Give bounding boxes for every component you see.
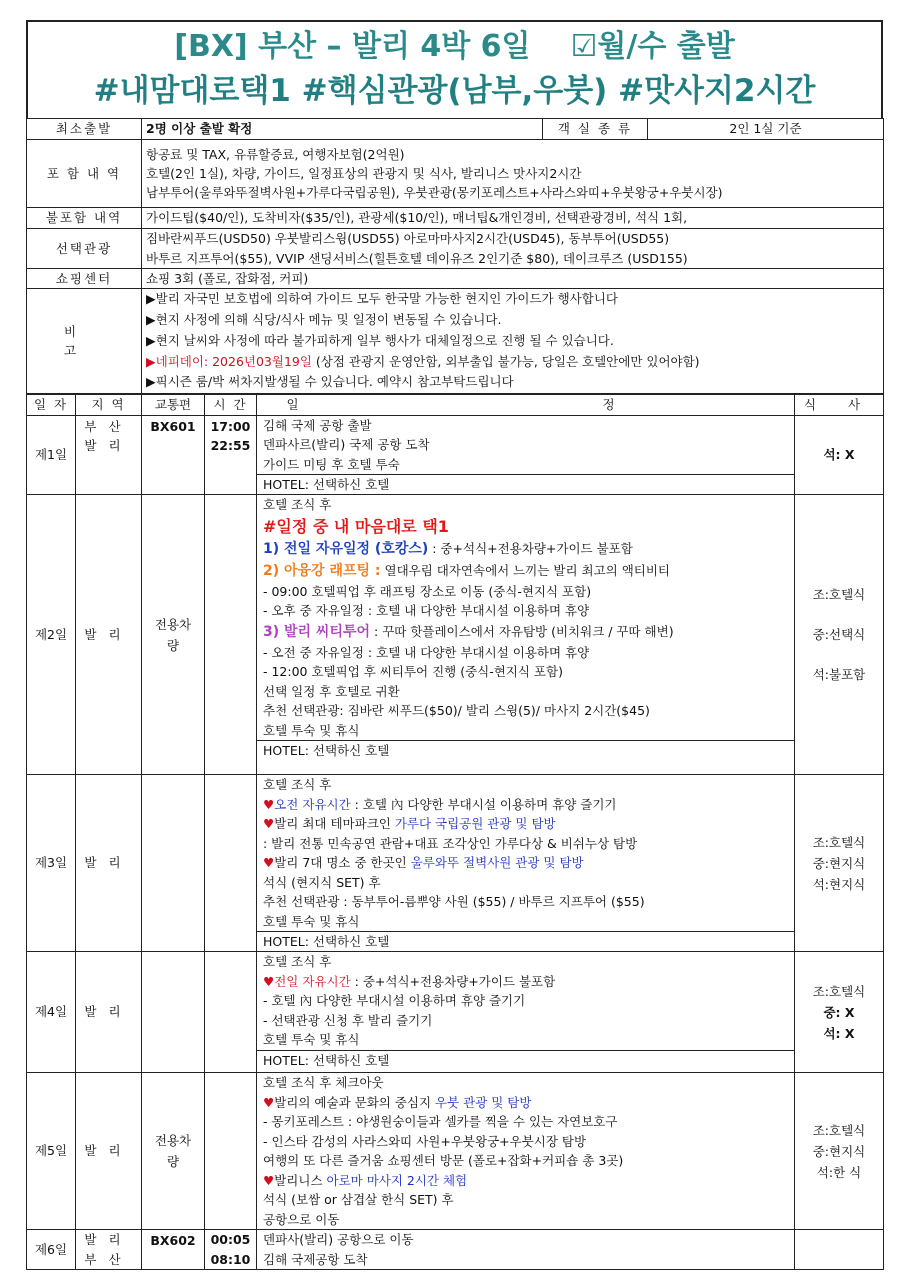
schedule-line: 호텔 투숙 및 휴식 (263, 722, 360, 738)
time-empty (205, 952, 257, 1073)
schedule-line: - 오후 중 자유일정 : 호텔 내 다양한 부대시설 이용하며 휴양 (263, 603, 590, 619)
meal-dinner: 석: X (823, 1025, 855, 1041)
optional-tour-list (142, 229, 884, 269)
header-region: 지 역 (76, 395, 142, 415)
schedule-line: 석식 (보쌈 or 삼겹살 한식 SET) 후 (263, 1192, 454, 1208)
region-from: 발리 (84, 1232, 133, 1248)
nyepi-detail: (상점 관광지 운영안함, 외부출입 불가능, 당일은 호텔안에만 있어야함) (311, 353, 700, 369)
day-label: 제2일 (27, 495, 76, 775)
min-departure-value: 2명 이상 출발 확정 (142, 119, 543, 140)
schedule-line: 호텔 조식 후 (263, 954, 332, 970)
excluded-value: 가이드팁($40/인), 도착비자($35/인), 관광세($10/인), 매너팁&개인경비, 선택관광경비, 석식 1회, (142, 208, 884, 229)
transport-empty (142, 775, 205, 952)
schedule-line: 선택 일정 후 호텔로 귀환 (263, 683, 400, 699)
schedule-line: 덴파사르(발리) 국제 공항 도착 (263, 437, 430, 453)
heart-icon: ♥ (263, 1094, 275, 1110)
included-item: 남부투어(울루와뚜절벽사원+가루다국립공원), 우붓관광(몽키포레스트+사라스와띠+우붓왕궁+우붓시장) (146, 185, 723, 201)
option-3 (257, 621, 794, 643)
min-departure-label: 최소출발 (27, 119, 142, 140)
hotel-line: HOTEL: 선택하신 호텔 (257, 1050, 794, 1070)
meal-lunch: 중:현지식 (812, 1143, 866, 1159)
hotel-line: HOTEL: 선택하신 호텔 (257, 740, 794, 760)
day-label: 제5일 (27, 1073, 76, 1230)
flight-times (205, 415, 257, 495)
day-label: 제4일 (27, 952, 76, 1073)
meal-lunch: 중: X (823, 1004, 855, 1020)
day-schedule (257, 1230, 795, 1270)
highlight-prefix: 발리니스 (274, 1172, 327, 1188)
highlight-line (257, 1171, 794, 1191)
option-1 (257, 538, 794, 560)
header-day: 일 자 (27, 395, 76, 415)
info-table (26, 118, 884, 394)
schedule-line: 김해 국제공항 도착 (263, 1251, 368, 1267)
schedule-line: - 09:00 호텔픽업 후 래프팅 장소로 이동 (중식-현지식 포함) (263, 583, 592, 599)
schedule-line: : 발리 전통 민속공연 관람+대표 조각상인 가루다상 & 비쉬누상 탐방 (263, 835, 638, 851)
heart-icon: ♥ (263, 973, 275, 989)
highlight-text: 우붓 관광 및 탐방 (435, 1094, 532, 1110)
optional-tour-item: 짐바란씨푸드(USD50) 우붓발리스윙(USD55) 아로마마사지2시간(USD45), 동부투어(USD55) (146, 231, 670, 247)
schedule-line: - 인스타 감성의 사라스와띠 사원+우붓왕궁+우붓시장 탐방 (263, 1133, 587, 1149)
schedule-line: - 선택관광 신청 후 발리 즐기기 (263, 1012, 433, 1028)
shopping-label: 쇼핑센터 (27, 269, 142, 289)
schedule-line: 호텔 투숙 및 휴식 (263, 913, 360, 929)
schedule-line: 호텔 투숙 및 휴식 (263, 1032, 360, 1048)
schedule-table (26, 394, 884, 1270)
optional-tour-item: 바투르 지프투어($55), VVIP 샌딩서비스(힐튼호텔 데이유즈 2인기준 $80), 데이크루즈 (USD155) (146, 250, 688, 266)
meal-lunch: 중:선택식 (812, 626, 866, 642)
schedule-line: 공항으로 이동 (263, 1211, 340, 1227)
choose-one-heading: #일정 중 내 마음대로 택1 (263, 516, 449, 536)
title-departure-days: ☑월/수 출발 (570, 29, 735, 64)
transport-mode: 전용차량 (142, 495, 205, 775)
schedule-line: 호텔 조식 후 체크아웃 (263, 1075, 384, 1091)
itinerary-page (26, 20, 883, 1270)
title-banner (26, 20, 883, 118)
meal-breakfast: 조:호텔식 (812, 834, 866, 850)
meal-dinner: 석:불포함 (812, 666, 866, 682)
title-line-1 (28, 22, 881, 69)
day-schedule (257, 495, 795, 775)
day-label: 제6일 (27, 1230, 76, 1270)
optional-tour-label: 선택관광 (27, 229, 142, 269)
region-from: 부산 (84, 418, 133, 434)
room-type-value: 2인 1실 기준 (648, 119, 884, 140)
arrival-time: 22:55 (210, 437, 251, 453)
schedule-line: - 호텔 內 다양한 부대시설 이용하며 휴양 즐기기 (263, 993, 526, 1009)
heart-icon: ♥ (263, 816, 275, 832)
day-row-4 (27, 952, 884, 1073)
note-item: ▶현지 날씨와 사정에 따라 불가피하게 일부 행사가 대체일정으로 진행 될 수 있습니다. (146, 332, 614, 348)
hotel-line: HOTEL: 선택하신 호텔 (257, 474, 794, 494)
day-schedule (257, 415, 795, 495)
option-2 (257, 560, 794, 582)
room-type-label: 객 실 종 류 (543, 119, 648, 140)
day-label: 제3일 (27, 775, 76, 952)
option-1-desc: : 중+석식+전용차량+가이드 불포함 (428, 540, 633, 556)
header-schedule: 일 정 (257, 395, 795, 415)
included-item: 항공료 및 TAX, 유류할증료, 여행자보험(2억원) (146, 146, 405, 162)
notes-label: 비 고 (27, 289, 142, 394)
meal-breakfast: 조:호텔식 (812, 983, 866, 999)
meal-info (795, 1073, 884, 1230)
note-item: ▶발리 자국민 보호법에 의하여 가이드 모두 한국말 가능한 현지인 가이드가 행사합니다 (146, 291, 618, 307)
time-empty (205, 495, 257, 775)
highlight-prefix: 발리 7대 명소 중 한곳인 (274, 855, 411, 871)
highlight-prefix: 발리의 예술과 문화의 중심지 (274, 1094, 436, 1110)
day-region: 발리 (76, 952, 142, 1073)
option-3-desc: : 꾸따 핫플레이스에서 자유탐방 (비치워크 / 꾸따 해변) (370, 623, 674, 639)
departure-time: 00:05 (210, 1232, 251, 1248)
highlight-text: 울루와뚜 절벽사원 관광 및 탐방 (410, 855, 584, 871)
day-region (76, 415, 142, 495)
day-region: 발리 (76, 775, 142, 952)
title-hashtags: #내맘대로택1 #핵심관광(남부,우붓) #맛사지2시간 (93, 73, 816, 109)
highlight-rest: : 중+석식+전용차량+가이드 불포함 (350, 973, 556, 989)
title-route: [BX] 부산 – 발리 4박 6일 (174, 29, 531, 64)
highlight-line (257, 814, 794, 834)
time-empty (205, 1073, 257, 1230)
included-label: 포 함 내 역 (27, 140, 142, 208)
meal-breakfast: 조:호텔식 (812, 586, 866, 602)
option-2-desc: 열대우림 대자연속에서 느끼는 발리 최고의 액티비티 (380, 562, 671, 578)
meal-lunch: 중:현지식 (812, 855, 866, 871)
highlight-prefix: 발리 최대 테마파크인 (274, 816, 395, 832)
option-1-title: 1) 전일 자유일정 (호캉스) (263, 540, 429, 557)
meal-empty (795, 1230, 884, 1270)
day-schedule (257, 775, 795, 952)
schedule-line: 호텔 조식 후 (263, 497, 332, 513)
transport-mode: 전용차량 (142, 1073, 205, 1230)
highlight-rest: : 호텔 內 다양한 부대시설 이용하며 휴양 즐기기 (350, 796, 617, 812)
notes-list (142, 289, 884, 394)
arrival-time: 08:10 (210, 1251, 251, 1267)
flight-times (205, 1230, 257, 1270)
included-item: 호텔(2인 1실), 차량, 가이드, 일정표상의 관광지 및 식사, 발리니스 맛사지2시간 (146, 165, 582, 181)
flight-number: BX602 (142, 1230, 205, 1270)
highlight-line (257, 853, 794, 873)
day-row-6 (27, 1230, 884, 1270)
option-3-title: 3) 발리 씨티투어 (263, 623, 371, 640)
meal-breakfast: 조:호텔식 (812, 1122, 866, 1138)
heart-icon: ♥ (263, 1172, 275, 1188)
included-list (142, 140, 884, 208)
shopping-value: 쇼핑 3회 (폴로, 잡화점, 커피) (142, 269, 884, 289)
schedule-line: - 12:00 호텔픽업 후 씨티투어 진행 (중식-현지식 포함) (263, 664, 563, 680)
nyepi-date: ▶네피데이: 2026년03월19일 (146, 353, 312, 369)
day-region: 발리 (76, 495, 142, 775)
region-to: 발리 (84, 437, 133, 453)
time-empty (205, 775, 257, 952)
highlight-line (257, 795, 794, 815)
day-schedule (257, 952, 795, 1073)
day-region (76, 1230, 142, 1270)
schedule-line: - 몽키포레스트 : 야생원숭이들과 셀카를 찍을 수 있는 자연보호구 (263, 1114, 618, 1130)
meal-dinner: 석:한 식 (816, 1164, 862, 1180)
departure-time: 17:00 (210, 418, 251, 434)
meal-info: 석: X (795, 415, 884, 495)
highlight-text: 오전 자유시간 (274, 796, 351, 812)
transport-empty (142, 952, 205, 1073)
highlight-text: 아로마 마사지 2시간 체험 (326, 1172, 468, 1188)
hotel-line: HOTEL: 선택하신 호텔 (257, 931, 794, 951)
highlight-text: 전일 자유시간 (274, 973, 351, 989)
schedule-line: - 오전 중 자유일정 : 호텔 내 다양한 부대시설 이용하며 휴양 (263, 644, 590, 660)
note-item: ▶현지 사정에 의해 식당/식사 메뉴 및 일정이 변동될 수 있습니다. (146, 312, 502, 328)
highlight-line (257, 972, 794, 992)
header-time: 시 간 (205, 395, 257, 415)
day-label: 제1일 (27, 415, 76, 495)
note-item-nyepi (146, 352, 879, 373)
day-schedule (257, 1073, 795, 1230)
meal-dinner: 석:현지식 (812, 876, 866, 892)
day-row-3 (27, 775, 884, 952)
schedule-line: 추천 선택관광 : 동부투어-름뿌양 사원 ($55) / 바투르 지프투어 ($55) (263, 894, 645, 910)
highlight-line (257, 1093, 794, 1113)
meal-info (795, 952, 884, 1073)
schedule-line: 여행의 또 다른 즐거움 쇼핑센터 방문 (폴로+잡화+커피숍 총 3곳) (263, 1153, 624, 1169)
schedule-line: 석식 (현지식 SET) 후 (263, 874, 381, 890)
meal-info (795, 775, 884, 952)
schedule-line: 덴파사(발리) 공항으로 이동 (263, 1232, 414, 1248)
day-row-2 (27, 495, 884, 775)
excluded-label: 불포함 내역 (27, 208, 142, 229)
heart-icon: ♥ (263, 855, 275, 871)
heart-icon: ♥ (263, 796, 275, 812)
day-row-5 (27, 1073, 884, 1230)
flight-number: BX601 (142, 415, 205, 495)
schedule-line: 김해 국제 공항 출발 (263, 417, 372, 433)
note-item: ▶픽시즌 룸/박 써차지발생될 수 있습니다. 예약시 참고부탁드립니다 (146, 374, 514, 390)
header-meal: 식 사 (795, 395, 884, 415)
region-to: 부산 (84, 1251, 133, 1267)
schedule-line: 호텔 조식 후 (263, 777, 332, 793)
day-region: 발리 (76, 1073, 142, 1230)
day-row-1 (27, 415, 884, 495)
schedule-line: 가이드 미팅 후 호텔 투숙 (263, 456, 400, 472)
highlight-text: 가루다 국립공원 관광 및 탐방 (394, 816, 556, 832)
meal-info (795, 495, 884, 775)
option-2-title: 2) 아융강 래프팅 : (263, 562, 381, 579)
schedule-line: 추천 선택관광: 짐바란 씨푸드($50)/ 발리 스윙(5)/ 마사지 2시간($45) (263, 703, 650, 719)
header-transport: 교통편 (142, 395, 205, 415)
